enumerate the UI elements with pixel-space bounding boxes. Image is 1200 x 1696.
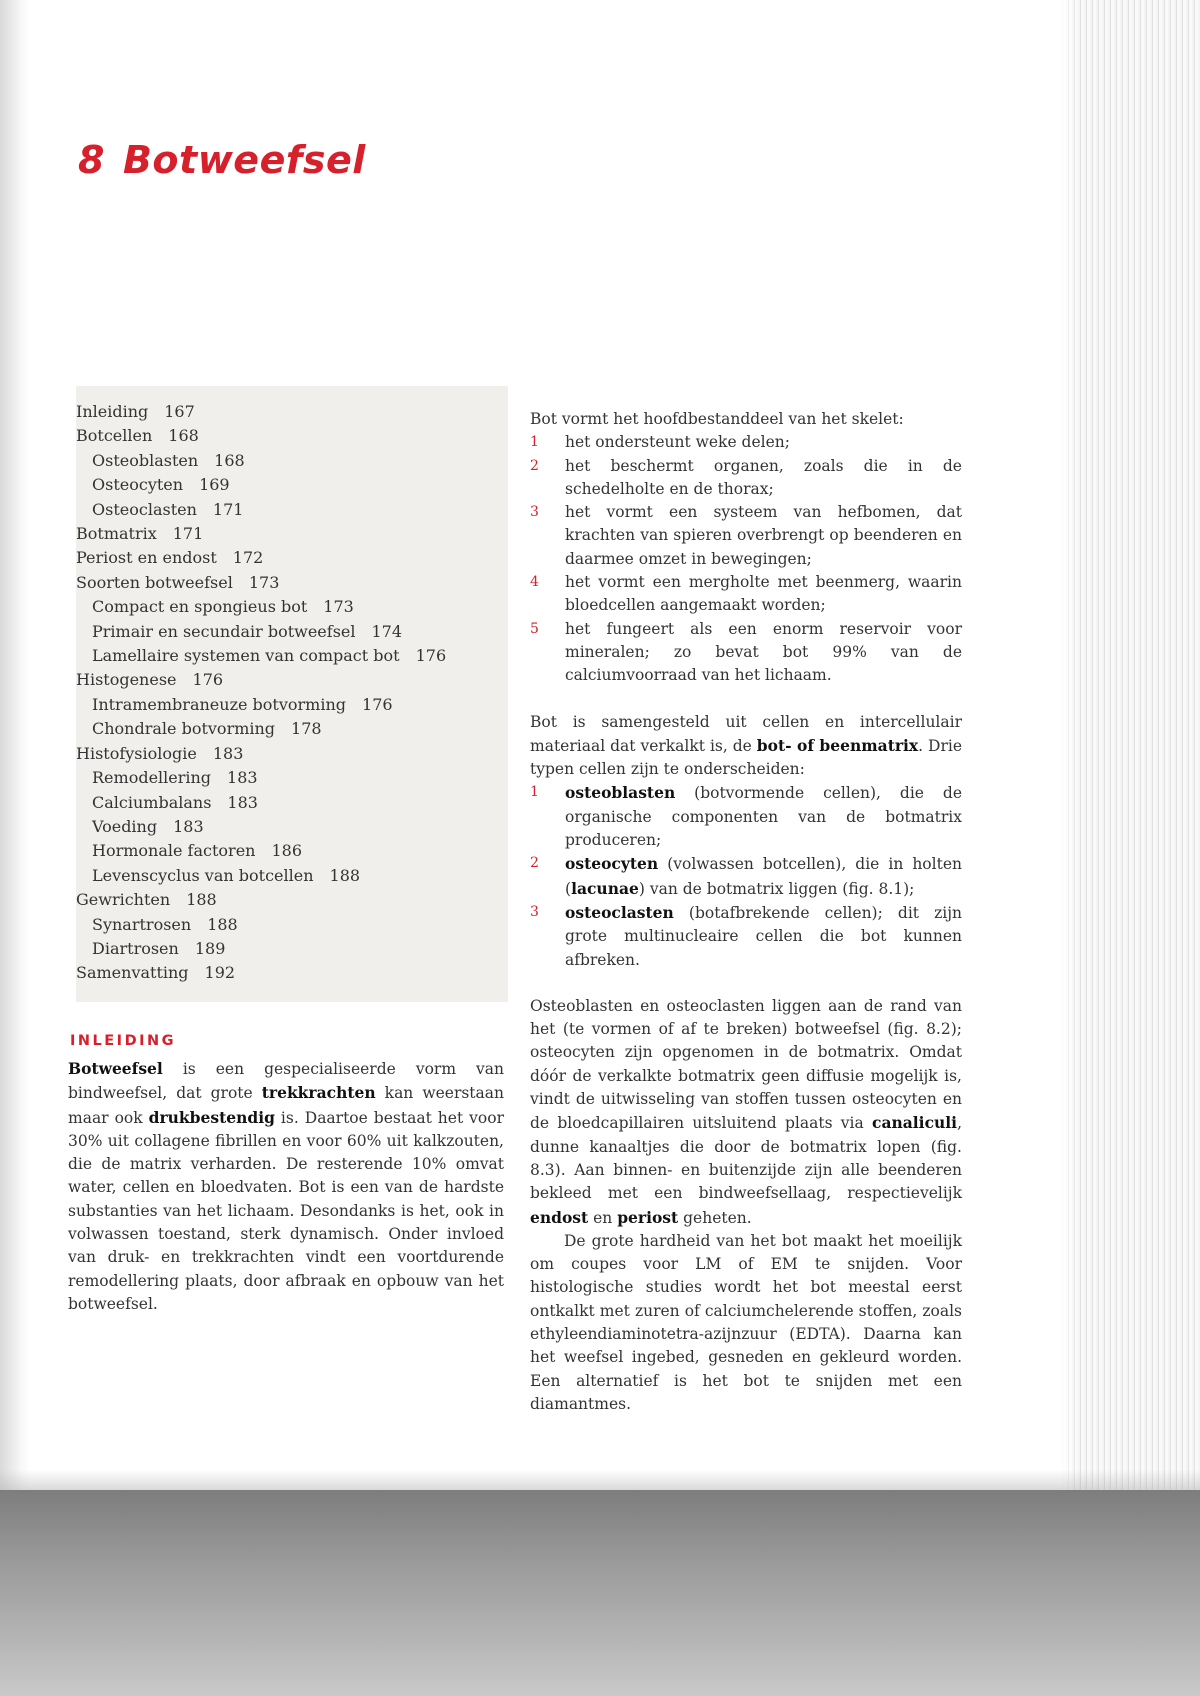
list-number: 4 xyxy=(530,574,539,591)
toc-entry xyxy=(76,668,508,692)
cell-type-item xyxy=(530,781,962,852)
cell-term: osteocyten xyxy=(565,854,659,874)
list-number: 2 xyxy=(530,855,539,872)
toc-entry xyxy=(76,839,508,863)
cell-term: osteoclasten xyxy=(565,902,674,922)
toc-entry-label: Chondrale botvorming xyxy=(92,719,276,739)
text-run: geheten. xyxy=(678,1208,752,1227)
toc-entry xyxy=(76,766,508,790)
list-number: 2 xyxy=(530,457,539,474)
toc-entry-page: 168 xyxy=(214,450,245,470)
toc-entry xyxy=(76,522,508,546)
term-canaliculi: canaliculi xyxy=(872,1113,958,1133)
term-botmatrix: bot- of beenmatrix xyxy=(756,735,919,755)
composition-paragraph xyxy=(530,711,962,782)
toc-entry-page: 173 xyxy=(248,572,280,592)
toc-entry-page: 168 xyxy=(168,426,199,446)
function-text: het fungeert als een enorm reservoir voor mineralen; zo bevat bot 99% van de calciumvoorraad van het lichaam. xyxy=(565,619,962,685)
list-number: 3 xyxy=(530,504,539,521)
toc-entry-label: Botcellen xyxy=(76,426,153,446)
toc-entry-label: Compact en spongieus bot xyxy=(92,597,308,617)
toc-entry xyxy=(76,791,508,815)
function-text: het beschermt organen, zoals die in de schedelholte en de thorax; xyxy=(565,456,962,498)
function-item xyxy=(530,455,962,502)
term-drukbestendig: drukbestendig xyxy=(148,1107,275,1127)
cell-description: (botvormende cellen), die de organische componenten van de botmatrix produceren; xyxy=(565,784,962,850)
text-run: is. Daartoe bestaat het voor 30% uit collagene fibrillen en voor 60% uit kalkzouten, die de matrix verharden. De resterende 10% omvat water, cellen en bloedvaten. Bot is een van de hardste substanties van het lichaam. Desondanks is het, ook in volwassen toestand, sterk dynamisch. Onder invloed van druk- en trekkrachten vindt een voortdurende remodellering plaats, door afbraak en opbouw van het botweefsel. xyxy=(68,1108,505,1313)
cell-type-item xyxy=(530,901,962,972)
toc-entry xyxy=(76,937,508,961)
toc-entry xyxy=(76,449,508,473)
toc-entry-page: 183 xyxy=(227,792,258,812)
toc-entry-page: 188 xyxy=(186,890,217,910)
toc-entry-page: 174 xyxy=(371,621,403,641)
function-item xyxy=(530,618,962,688)
text-run: . Drie typen cellen zijn te onderscheiden: xyxy=(530,736,963,779)
toc-entry-label: Osteoblasten xyxy=(92,450,199,470)
toc-entry-page: 189 xyxy=(194,938,226,958)
cell-term: lacunae xyxy=(571,878,639,898)
toc-entry-page: 171 xyxy=(212,499,244,519)
toc-entry xyxy=(76,546,508,570)
toc-entry-label: Primair en secundair botweefsel xyxy=(92,621,356,641)
toc-entry-page: 183 xyxy=(173,816,204,836)
intro-paragraph xyxy=(68,1057,504,1316)
term-endost: endost xyxy=(530,1207,589,1227)
text-run: en xyxy=(588,1208,618,1227)
toc-entry-label: Histogenese xyxy=(76,670,177,690)
toc-entry xyxy=(76,571,508,595)
toc-entry-page: 188 xyxy=(207,914,238,934)
toc-entry xyxy=(76,424,508,448)
toc-entry xyxy=(76,815,508,839)
toc-entry xyxy=(76,864,508,888)
toc-entry-label: Calciumbalans xyxy=(92,792,212,812)
list-number: 5 xyxy=(530,620,539,637)
toc-entry-label: Botmatrix xyxy=(76,524,157,544)
text-run: Osteoblasten en osteoclasten liggen aan de rand van het (te vormen of af te breken) botweefsel (fig. 8.2); osteocyten zijn opgenomen in de botmatrix. Omdat dóór de verkalkte botmatrix geen diffusie mogelijk is, vindt de uitwisseling van stoffen tussen osteocyten en de bloedcapillairen uitsluitend plaats via xyxy=(530,996,962,1133)
toc-entry xyxy=(76,888,508,912)
toc-entry-page: 171 xyxy=(172,524,204,544)
chapter-title xyxy=(78,138,366,182)
toc-entry-label: Voeding xyxy=(92,816,158,836)
toc-entry xyxy=(76,644,508,668)
function-item xyxy=(530,431,962,454)
toc-entry-page: 186 xyxy=(271,841,303,861)
toc-entry-label: Inleiding xyxy=(76,402,149,421)
list-number: 3 xyxy=(530,903,539,920)
toc-entry xyxy=(76,620,508,644)
table-of-contents xyxy=(76,386,508,1002)
hardness-paragraph: De grote hardheid van het bot maakt het moeilijk om coupes voor LM of EM te snijden. Voor histologische studies wordt het bot meestal eerst ontkalkt met zuren of calciumchelerende stoffen, zoals ethyleendiaminotetra-azijnzuur (EDTA). Daarna kan het weefsel ingebed, gesneden en gekleurd worden. Een alternatief is het bot te snijden met een diamantmes. xyxy=(530,1231,962,1413)
text-run: Bot is samengesteld uit cellen en intercellulair materiaal dat verkalkt is, de xyxy=(530,712,962,755)
function-text: het vormt een systeem van hefbomen, dat krachten van spieren overbrengt op beenderen en daarmee omzet in bewegingen; xyxy=(565,503,962,568)
toc-entry xyxy=(76,595,508,619)
toc-entry-page: 172 xyxy=(232,548,264,568)
term-botweefsel: Botweefsel xyxy=(68,1059,163,1078)
toc-entry-page: 192 xyxy=(204,963,236,983)
chapter-number: 8 xyxy=(78,138,105,182)
toc-entry-page: 183 xyxy=(212,743,244,763)
toc-entry-label: Hormonale factoren xyxy=(92,841,256,861)
cell-description: ) van de botmatrix liggen (fig. 8.1); xyxy=(638,879,915,898)
toc-entry-label: Periost en endost xyxy=(76,548,217,568)
skeleton-intro: Bot vormt het hoofdbestanddeel van het skelet: xyxy=(530,410,904,428)
chapter-title-text: Botweefsel xyxy=(122,138,366,182)
toc-entry xyxy=(76,913,508,937)
function-item xyxy=(530,571,962,618)
text-run: is een gespecialiseerde vorm van bindweefsel, dat grote xyxy=(68,1060,504,1103)
toc-entry-page: 188 xyxy=(329,865,361,885)
term-periost: periost xyxy=(617,1207,679,1227)
toc-entry-label: Lamellaire systemen van compact bot xyxy=(92,646,400,666)
text-run: kan weerstaan maar ook xyxy=(68,1084,505,1127)
list-number: 1 xyxy=(530,434,539,451)
toc-entry-page: 169 xyxy=(199,475,230,495)
toc-entry xyxy=(76,742,508,766)
toc-entry-label: Gewrichten xyxy=(76,890,171,910)
toc-entry-label: Soorten botweefsel xyxy=(76,572,233,592)
toc-entry-page: 183 xyxy=(227,768,258,788)
toc-entry xyxy=(76,961,508,985)
background-surface xyxy=(0,1490,1200,1696)
toc-entry-page: 176 xyxy=(192,670,224,690)
toc-entry-label: Osteoclasten xyxy=(92,499,197,519)
toc-entry-page: 178 xyxy=(291,719,322,739)
list-number: 1 xyxy=(530,784,539,801)
cell-term: osteoblasten xyxy=(565,783,676,803)
toc-entry-label: Diartrosen xyxy=(92,938,179,958)
toc-entry xyxy=(76,473,508,497)
toc-entry xyxy=(76,693,508,717)
term-trekkrachten: trekkrachten xyxy=(261,1083,376,1103)
function-item xyxy=(530,501,962,571)
toc-entry-page: 167 xyxy=(164,402,195,421)
toc-entry-label: Levenscyclus van botcellen xyxy=(92,865,314,885)
toc-entry-label: Histofysiologie xyxy=(76,743,197,763)
toc-entry-label: Osteocyten xyxy=(92,475,184,495)
toc-entry-page: 176 xyxy=(362,694,393,714)
cell-type-item xyxy=(530,852,962,901)
cell-description: (botafbrekende cellen); dit zijn grote multinucleaire cellen die bot kunnen afbreken. xyxy=(565,903,962,969)
scan-left-edge xyxy=(0,0,30,1490)
toc-entry xyxy=(76,498,508,522)
toc-list xyxy=(76,386,508,986)
function-text: het ondersteunt weke delen; xyxy=(565,433,790,452)
toc-entry-label: Synartrosen xyxy=(92,914,192,934)
toc-entry-label: Remodellering xyxy=(92,768,212,788)
cell-description: (volwassen botcellen), die in holten ( xyxy=(565,855,962,898)
text-run: , dunne kanaaltjes die door de botmatrix lopen (fig. 8.3). Aan binnen- en buitenzijde zijn alle beenderen bekleed met een bindweefsellaag, respectievelijk xyxy=(530,1114,962,1203)
toc-entry-label: Intramembraneuze botvorming xyxy=(92,694,347,714)
bone-functions-list xyxy=(530,431,962,687)
toc-entry xyxy=(76,717,508,741)
toc-entry xyxy=(76,400,508,424)
cell-types-list xyxy=(530,781,962,971)
section-heading-inleiding: INLEIDING xyxy=(70,1033,177,1049)
function-text: het vormt een mergholte met beenmerg, waarin bloedcellen aangemaakt worden; xyxy=(565,573,962,615)
book-page-stack xyxy=(1060,0,1200,1490)
right-column xyxy=(530,408,962,1416)
toc-entry-label: Samenvatting xyxy=(76,963,189,983)
toc-entry-page: 173 xyxy=(323,597,354,617)
toc-entry-page: 176 xyxy=(415,646,447,666)
cell-location-paragraph xyxy=(530,995,962,1230)
